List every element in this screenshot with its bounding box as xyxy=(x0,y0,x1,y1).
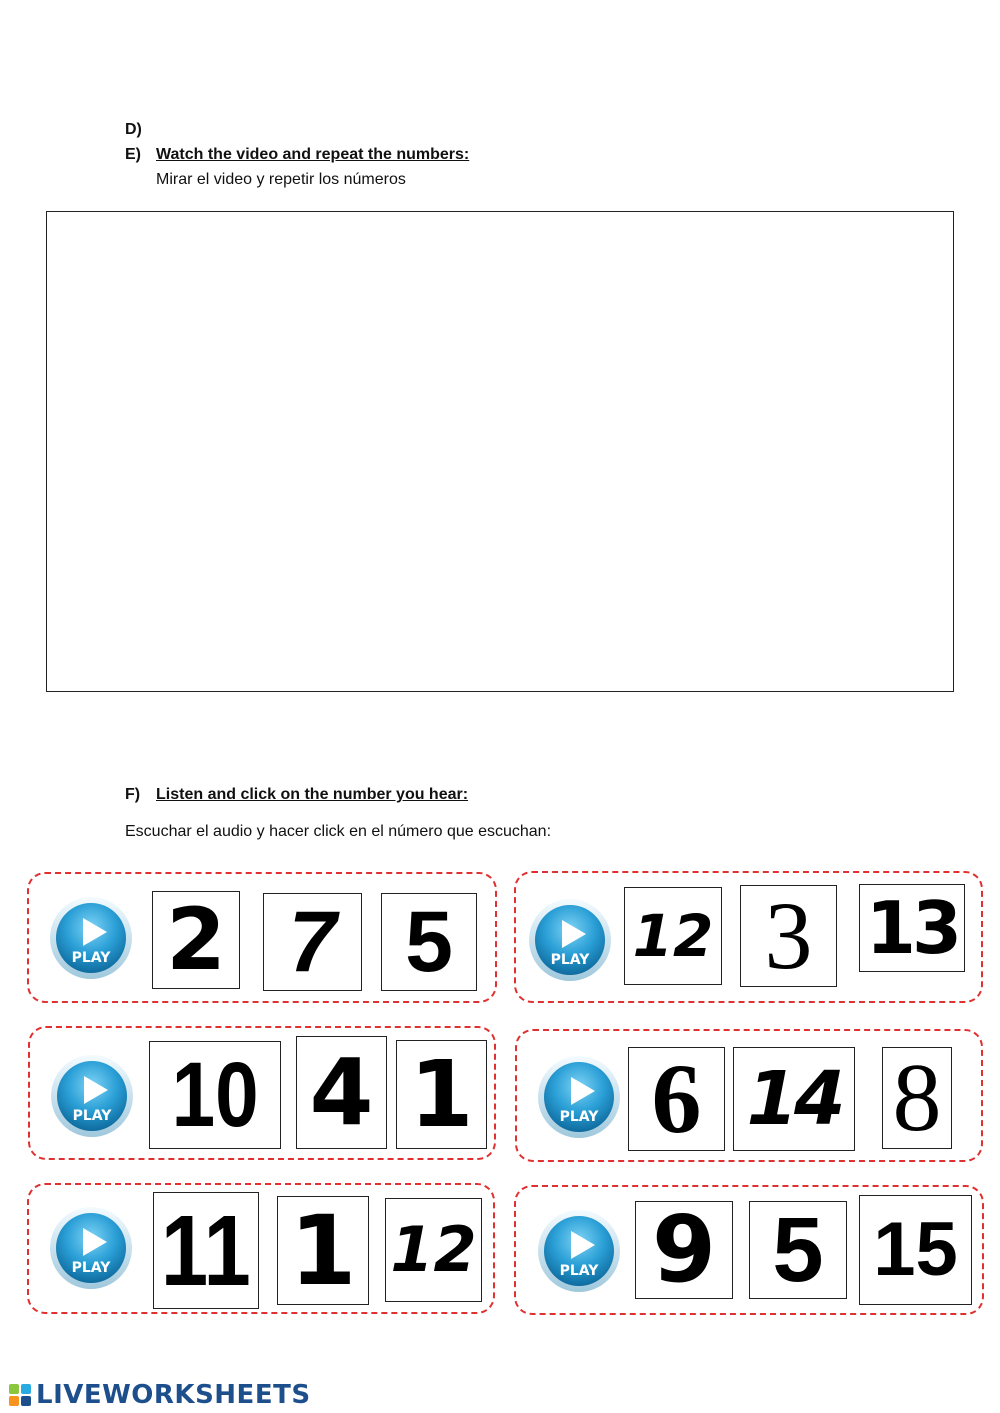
audio-group-5 xyxy=(27,1183,495,1314)
footer-brand: LIVEWORKSHEETS xyxy=(36,1380,311,1410)
play-label: PLAY xyxy=(550,952,590,968)
audio-group-1 xyxy=(27,872,497,1003)
number-card[interactable]: 6 xyxy=(628,1047,725,1151)
number-card[interactable]: 7 xyxy=(263,893,362,991)
play-icon[interactable] xyxy=(537,1209,621,1293)
number-card[interactable]: 12 xyxy=(385,1198,482,1302)
play-icon[interactable] xyxy=(50,1054,134,1138)
logo-blocks-icon xyxy=(8,1383,32,1407)
audio-group-4 xyxy=(515,1029,983,1162)
number-card[interactable]: 14 xyxy=(733,1047,855,1151)
play-icon[interactable] xyxy=(537,1055,621,1139)
number-card[interactable]: 3 xyxy=(740,885,837,987)
number-card[interactable]: 1 xyxy=(396,1040,487,1149)
section-f-letter: F) xyxy=(125,786,141,803)
number-card[interactable]: 15 xyxy=(859,1195,972,1305)
liveworksheets-logo xyxy=(8,1380,311,1410)
video-frame[interactable] xyxy=(46,211,954,692)
play-label: PLAY xyxy=(559,1263,599,1279)
play-icon[interactable] xyxy=(49,896,133,980)
number-card[interactable]: 13 xyxy=(859,884,965,972)
section-e-subtitle: Mirar el video y repetir los números xyxy=(156,171,406,188)
section-e-letter: E) xyxy=(125,146,141,163)
section-f-subtitle: Escuchar el audio y hacer click en el número que escuchan: xyxy=(125,823,552,840)
play-label: PLAY xyxy=(71,950,111,966)
number-card[interactable]: 9 xyxy=(635,1201,733,1299)
audio-group-3 xyxy=(28,1026,496,1160)
number-card[interactable]: 12 xyxy=(624,887,722,985)
play-label: PLAY xyxy=(559,1109,599,1125)
section-f-title: Listen and click on the number you hear: xyxy=(156,786,469,803)
section-d-letter: D) xyxy=(125,121,142,138)
number-card[interactable]: 5 xyxy=(749,1201,847,1299)
audio-group-6 xyxy=(514,1185,984,1315)
number-card[interactable]: 4 xyxy=(296,1036,387,1149)
section-e-title: Watch the video and repeat the numbers: xyxy=(156,146,470,163)
audio-group-2 xyxy=(514,871,983,1003)
number-card[interactable]: 10 xyxy=(149,1041,281,1149)
play-icon[interactable] xyxy=(49,1206,133,1290)
number-card[interactable]: 1 xyxy=(277,1196,369,1305)
number-card[interactable]: 2 xyxy=(152,891,240,989)
number-card[interactable]: 8 xyxy=(882,1047,952,1149)
play-label: PLAY xyxy=(71,1260,111,1276)
number-card[interactable]: 11 xyxy=(153,1192,259,1309)
number-card[interactable]: 5 xyxy=(381,893,477,991)
play-icon[interactable] xyxy=(528,898,612,982)
play-label: PLAY xyxy=(72,1108,112,1124)
